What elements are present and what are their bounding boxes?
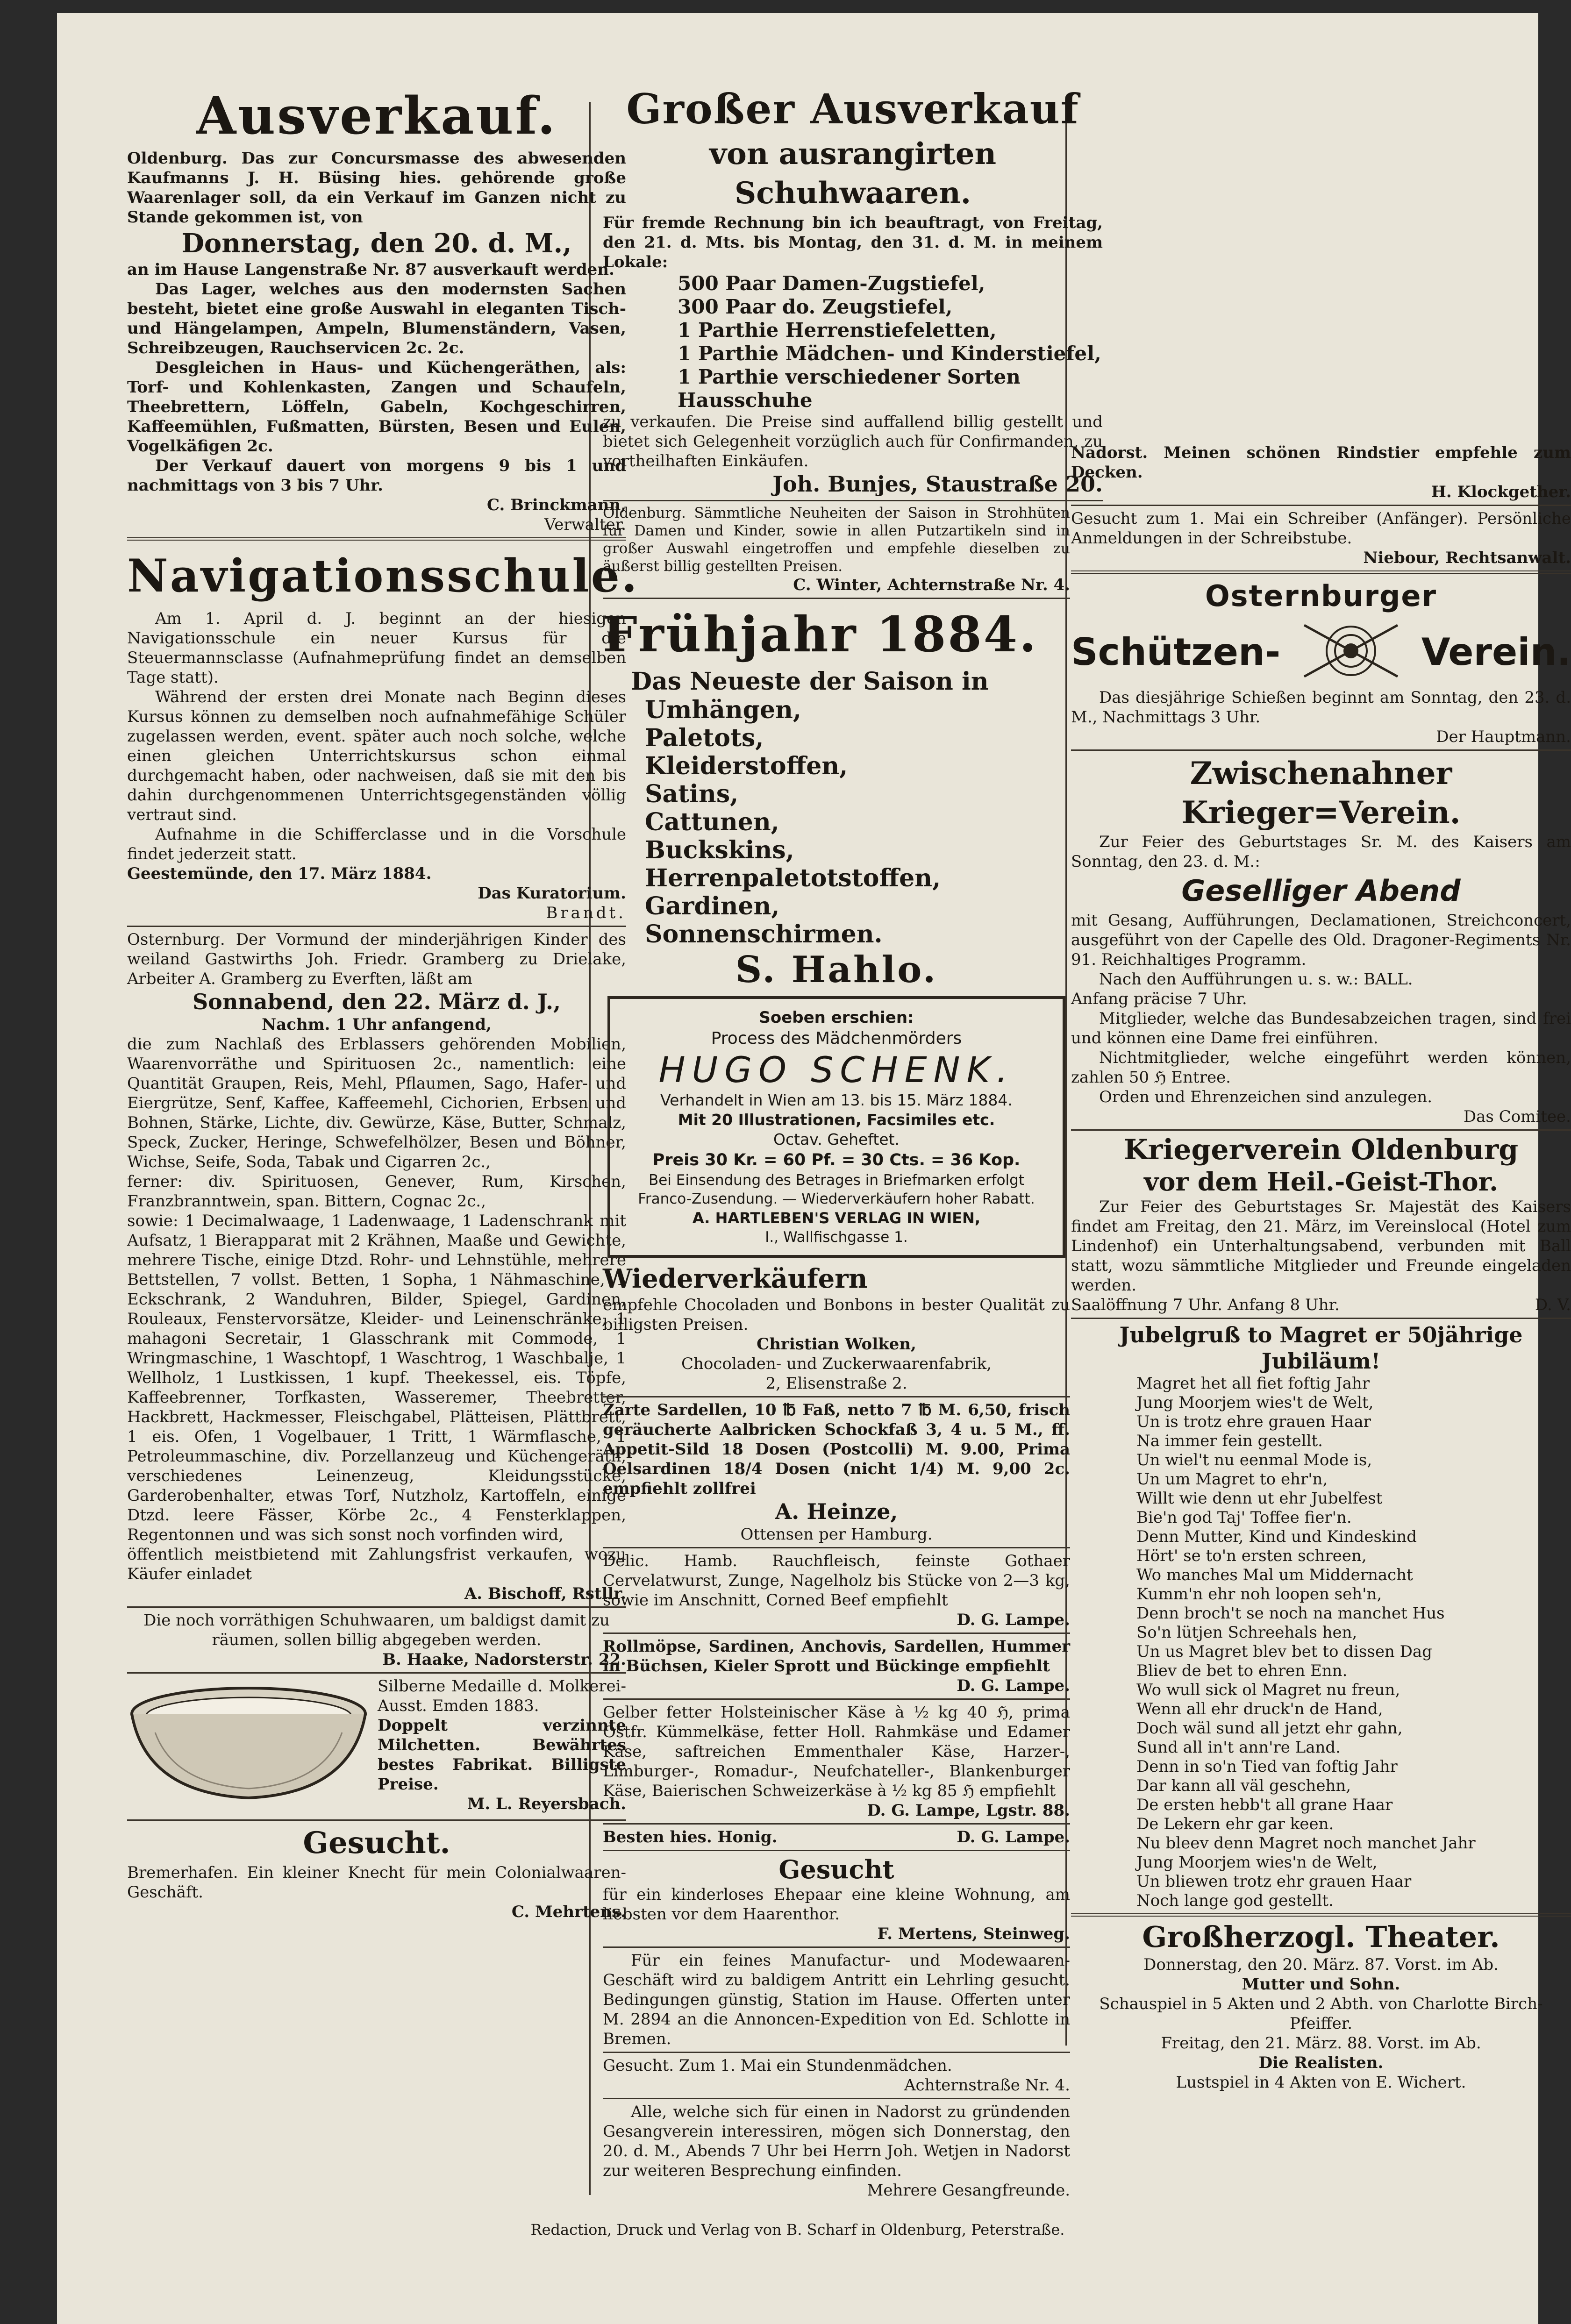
ad-schuetzenverein	[1071, 577, 1571, 747]
ad-text: Doppelt verzinnte Milchetten. Bewährtes bestes Fabrikat. Billigste Preise.	[378, 1716, 626, 1794]
ad-signature: M. L. Reyersbach.	[467, 1795, 626, 1813]
ad-subtitle: vor dem Heil.-Geist-Thor.	[1144, 1167, 1498, 1197]
ad-text: Mitglieder, welche das Bundesabzeichen tragen, sind frei und können eine Dame frei einführen.	[1071, 1009, 1571, 1048]
ad-winter	[603, 504, 1070, 595]
list-item: Buckskins,	[645, 836, 794, 864]
poem-line: Un is trotz ehre grauen Haar	[1136, 1412, 1371, 1431]
ad-signature: D. G. Lampe, Lgstr. 88.	[867, 1801, 1070, 1820]
ad-text: Process des Mädchenmörders	[711, 1029, 962, 1048]
ad-signature: Joh. Bunjes, Staustraße 20.	[772, 471, 1103, 497]
list-item: Paletots,	[645, 724, 764, 752]
ad-signature: F. Mertens, Steinweg.	[877, 1925, 1070, 1943]
column-left	[127, 83, 639, 1922]
poem-line: Jung Moorjem wies'n de Welt,	[1136, 1853, 1378, 1872]
ad-text: Osternburg. Der Vormund der minderjährigen Kinder des weiland Gastwirths Joh. Friedr. Gramberg zu Drielake, Arbeiter A. Gramberg zu Everften, läßt am	[127, 930, 626, 988]
poem-line: Un us Magret blev bet to dissen Dag	[1136, 1642, 1432, 1661]
ad-text: Am 1. April d. J. beginnt an der hiesigen Navigationsschule ein neuer Kursus für die Steuermannsclasse (Aufnahmeprüfung findet an demselben Tage statt).	[127, 609, 626, 687]
ad-signature-line: 2, Elisenstraße 2.	[765, 1374, 907, 1393]
ad-text: Gesucht zum 1. Mai ein Schreiber (Anfänger). Persönliche Anmeldungen in der Schreibstube.	[1071, 509, 1571, 548]
ad-text: Gelber fetter Holsteinischer Käse à ½ kg 40 ℌ, prima Ostfr. Kümmelkäse, fetter Holl. Rahmkäse und Edamer Käse, saftreichen Emmenthaler Käse, Harzer-, Limburger-, Romadur-, Neufchateller-, Blankenburger Käse, Baierischen Schweizerkäse à ½ kg 85 ℌ empfiehlt	[603, 1703, 1070, 1800]
ad-klockgether	[1071, 443, 1571, 502]
ad-text: Rollmöpse, Sardinen, Anchovis, Sardellen, Hummer in Büchsen, Kieler Sprott und Bückinge empfiehlt	[603, 1637, 1070, 1675]
ad-text: Bei Einsendung des Betrages in Briefmarken erfolgt Franco-Zusendung. — Wiederverkäufern hoher Rabatt.	[638, 1172, 1035, 1207]
ad-text: Soeben erschien:	[759, 1008, 914, 1027]
ad-text: Verhandelt in Wien am 13. bis 15. März 1884.	[660, 1091, 1013, 1109]
ad-lampe-honig	[603, 1827, 1070, 1847]
poem-line: Denn broch't se noch na manchet Hus	[1136, 1604, 1445, 1623]
poem-line: So'n lütjen Schreehals hen,	[1136, 1623, 1357, 1642]
ad-text: Delic. Hamb. Rauchfleisch, feinste Gothaer Cervelatwurst, Zunge, Nagelholz bis Stücke von 2—3 kg, sowie im Anschnitt, Corned Beef empfiehlt	[603, 1552, 1070, 1610]
ad-signature: Achternstraße Nr. 4.	[904, 2076, 1070, 2095]
ad-text: Zarte Sardellen, 10 ℔ Faß, netto 7 ℔ M. 6,50, frisch geräucherte Aalbricken Schockfaß 3, 4 u. 5 M., ff. Appetit-Sild 18 Dosen (Postcolli) M. 9.00, Prima Oelsardinen 18/4 Dosen (nicht 1/4) M. 9,00 2c. empfiehlt zollfrei	[603, 1401, 1070, 1498]
poem-line: Na immer fein gestellt.	[1136, 1432, 1323, 1450]
ad-text: Bremerhafen. Ein kleiner Knecht für mein Colonialwaaren-Geschäft.	[127, 1863, 626, 1902]
ad-signature: A. Heinze,	[775, 1499, 898, 1524]
ad-signature: D. G. Lampe.	[957, 1676, 1070, 1695]
ad-signature-name: Brandt.	[546, 904, 626, 922]
column-right	[1071, 443, 1571, 2092]
ad-text: Octav. Geheftet.	[773, 1130, 900, 1148]
ad-text: an im Hause Langenstraße Nr. 87 ausverkauft werden.	[127, 260, 614, 279]
ad-text: Mit 20 Illustrationen, Facsimiles etc.	[678, 1111, 995, 1129]
list-item: 1 Parthie verschiedener Sorten Hausschuhe	[678, 365, 1021, 412]
ad-signature-line: Chocoladen- und Zuckerwaarenfabrik,	[681, 1354, 992, 1373]
ad-mertens	[603, 1854, 1070, 1944]
ad-signature: Der Hauptmann.	[1436, 727, 1571, 746]
poem-line: Denn in so'n Tied van foftig Jahr	[1136, 1757, 1398, 1776]
ad-text: die zum Nachlaß des Erblassers gehörenden Mobilien, Waarenvorräthe und Spirituosen 2c., namentlich: eine Quantität Graupen, Reis, Mehl, Pflaumen, Sago, Hafer- und Eiergrütze, Senf, Kaffee, Kaffeemehl, Cichorien, Erbsen und Bohnen, Stärke, Lichte, div. Gewürze, Käse, Butter, Schmalz, Speck, Zucker, Heringe, Schwefelhölzer, Besen und Böhner, Wichse, Seife, Soda, Tabak und Cigarren 2c.,	[127, 1035, 626, 1171]
ad-signature: Das Kuratorium.	[478, 884, 626, 903]
ad-signature-line: Ottensen per Hamburg.	[740, 1525, 933, 1544]
poem-line: De ersten hebb't all grane Haar	[1136, 1796, 1393, 1814]
ad-signature: S. Hahlo.	[735, 948, 938, 991]
poem-line: Sund all in't ann're Land.	[1136, 1738, 1341, 1757]
list-item: 1 Parthie Herrenstiefeletten,	[678, 319, 997, 342]
ad-signature: Mehrere Gesangfreunde.	[867, 2181, 1070, 2200]
ad-heinze	[603, 1400, 1070, 1544]
ad-text: Der Verkauf dauert von morgens 9 bis 1 und nachmittags von 3 bis 7 Uhr.	[127, 456, 626, 495]
column-middle	[603, 83, 1103, 2200]
imprint-footer: Redaction, Druck und Verlag von B. Scharf in Oldenburg, Peterstraße.	[530, 2221, 1065, 2238]
ad-text: mit Gesang, Aufführungen, Declamationen, Streichconcert, ausgeführt von der Capelle des Old. Dragoner-Regiments Nr. 91. Reichhaltiges Programm.	[1071, 911, 1571, 969]
ad-text: Donnerstag, den 20. März. 87. Vorst. im Ab.	[1143, 1955, 1499, 1974]
ad-text: Oldenburg. Das zur Concursmasse des abwesenden Kaufmanns J. H. Büsing hies. gehörende große Waarenlager soll, da ein Verkauf im Ganzen nicht zu Stande gekommen ist, von	[127, 149, 626, 227]
ad-haake	[127, 1611, 626, 1669]
ad-signature: C. Mehrtens.	[511, 1903, 626, 1921]
ad-date: Donnerstag, den 20. d. M.,	[181, 228, 572, 259]
ad-title: Kriegerverein Oldenburg	[1123, 1133, 1519, 1166]
ad-text: Das Lager, welches aus den modernsten Sachen besteht, bietet eine große Auswahl in eleganten Tisch- und Hängelampen, Ampeln, Blumenständern, Vasen, Schreibzeugen, Rauchservicen 2c. 2c.	[127, 280, 626, 357]
ad-text: Die noch vorräthigen Schuhwaaren, um baldigst damit zu räumen, sollen billig abgegeben werden.	[143, 1611, 610, 1649]
ad-signature-role: Verwalter.	[544, 515, 626, 534]
newspaper-page	[57, 13, 1571, 2324]
ad-text: Lustspiel in 4 Akten von E. Wichert.	[1176, 2073, 1466, 2092]
ad-text: Oldenburg. Sämmtliche Neuheiten der Saison in Strohhüten für Damen und Kinder, sowie in allen Putzartikeln sind in großer Auswahl eingetroffen und empfehle dieselben zu äußerst billig gestellten Preisen.	[603, 505, 1070, 575]
poem-line: Wo wull sick ol Magret nu freun,	[1136, 1681, 1400, 1699]
list-item: Cattunen,	[645, 808, 779, 836]
ad-lampe-rauchfleisch	[603, 1551, 1070, 1630]
ad-title: Navigationsschule.	[127, 549, 639, 602]
ad-price: Preis 30 Kr. = 60 Pf. = 30 Cts. = 36 Kop.	[652, 1151, 1021, 1169]
ad-title: Großherzogl. Theater.	[1142, 1920, 1500, 1954]
ad-reyersbach	[127, 1676, 626, 1817]
poem-line: Denn Mutter, Kind und Kindeskind	[1136, 1527, 1417, 1546]
target-emblem-icon	[1295, 616, 1407, 688]
ad-lampe-kaese	[603, 1703, 1070, 1820]
ad-text: Zur Feier des Geburtstages Sr. Majestät des Kaisers findet am Freitag, den 21. März, im Vereinslocal (Hotel zum Lindenhof) ein Unterhaltungsabend, verbunden mit Ball statt, wozu sämmtliche Mitglieder und Freunde eingeladen werden.	[1071, 1198, 1571, 1295]
ad-hugo-schenk	[607, 996, 1065, 1258]
ad-gesucht-knecht	[127, 1824, 626, 1922]
ad-navigationsschule	[127, 543, 639, 923]
ad-lampe-fisch	[603, 1637, 1070, 1696]
ad-date: Sonnabend, den 22. März d. J.,	[192, 989, 561, 1014]
ad-lead: Das Neueste der Saison in	[631, 667, 989, 696]
ad-text: für ein kinderloses Ehepaar eine kleine Wohnung, am liebsten vor dem Haarenthor.	[603, 1885, 1070, 1924]
ad-stundenmaedchen	[603, 2056, 1070, 2095]
ad-text: Silberne Medaille d. Molkerei-Ausst. Emden 1883.	[378, 1677, 626, 1715]
ad-text: Alle, welche sich für einen in Nadorst zu gründenden Gesangverein interessiren, mögen sich Donnerstag, den 20. d. M., Abends 7 Uhr bei Herrn Joh. Wetjen in Nadorst zur weiteren Besprechung einfinden.	[603, 2103, 1070, 2180]
ad-signature: C. Brinckmann,	[487, 496, 626, 514]
ad-publisher: A. HARTLEBEN'S VERLAG IN WIEN,	[692, 1209, 981, 1227]
poem-line: Kumm'n ehr noh loopen seh'n,	[1136, 1585, 1382, 1604]
poem-line: Magret het all fiet foftig Jahr	[1136, 1374, 1370, 1393]
ad-title: Wiederverkäufern	[603, 1263, 868, 1294]
ad-text: Nichtmitglieder, welche eingeführt werden können, zahlen 50 ℌ Entree.	[1071, 1048, 1571, 1087]
poem-line: Wenn all ehr druck'n de Hand,	[1136, 1700, 1383, 1718]
ad-title: HUGO SCHENK.	[658, 1049, 1014, 1091]
ad-text: zu verkaufen. Die Preise sind auffallend billig gestellt und bietet sich Gelegenheit vorzüglich auch für Confirmanden, zu vortheilhaften Einkäufen.	[603, 413, 1103, 471]
ad-wolken	[603, 1262, 1070, 1393]
poem-line: Un um Magret to ehr'n,	[1136, 1470, 1328, 1489]
ad-title: Osternburger	[1205, 579, 1437, 613]
ad-signature: Christian Wolken,	[757, 1335, 916, 1354]
ad-jubelgruss	[1071, 1322, 1571, 1911]
ad-text: Während der ersten drei Monate nach Beginn dieses Kursus können zu demselben noch aufnahmefähige Schüler zugelassen werden, event. später auch noch solche, welche einen gleichen Unterrichtskursus schon einmal durchgemacht haben, oder nachweisen, daß sie mit den bis dahin durchgenommenen Unterrichtsgegenständen völlig vertraut sind.	[127, 688, 626, 824]
ad-signature: A. Bischoff, Rstllr.	[464, 1584, 626, 1603]
poem-line: Bie'n god Taj' Toffee fier'n.	[1136, 1508, 1352, 1527]
ad-title: Gesucht.	[303, 1825, 450, 1861]
list-item: Gardinen,	[645, 892, 780, 920]
ad-text: Desgleichen in Haus- und Küchengeräthen, als: Torf- und Kohlenkasten, Zangen und Schaufeln, Theebrettern, Löffeln, Gabeln, Kochgeschirren, Kaffeemühlen, Fußmatten, Bürsten, Besen und Eulen, Vogelkäfigen 2c.	[127, 358, 626, 456]
ad-text: Nadorst. Meinen schönen Rindstier empfehle zum Decken.	[1071, 443, 1571, 482]
ad-signature: D. V.	[1535, 1296, 1571, 1314]
ad-schuhwaaren	[603, 83, 1103, 497]
ad-text: Orden und Ehrenzeichen sind anzulegen.	[1099, 1088, 1433, 1106]
ad-subtitle: Geselliger Abend	[1181, 874, 1461, 908]
ad-play-title: Die Realisten.	[1258, 2053, 1384, 2072]
ad-text: Freitag, den 21. März. 88. Vorst. im Ab.	[1161, 2034, 1481, 2053]
ad-theater	[1071, 1919, 1571, 2092]
ad-subtitle: von ausrangirten Schuhwaaren.	[709, 136, 997, 211]
list-item: 1 Parthie Mädchen- und Kinderstiefel,	[678, 342, 1101, 365]
list-item: Herrenpaletotstoffen,	[645, 864, 941, 892]
ad-krieger-verein	[1071, 754, 1571, 1126]
poem-line: Un bliewen trotz ehr grauen Haar	[1136, 1872, 1412, 1891]
ad-play-title: Mutter und Sohn.	[1242, 1975, 1400, 1994]
ad-text: Anfang präcise 7 Uhr.	[1071, 990, 1247, 1008]
ad-signature: Niebour, Rechtsanwalt.	[1363, 549, 1571, 567]
milk-pan-illustration	[127, 1676, 370, 1817]
ad-signature: D. G. Lampe.	[957, 1828, 1070, 1846]
ad-schlotte	[603, 1951, 1070, 2049]
ad-osternburg-auction	[127, 930, 626, 1604]
list-item: Umhängen,	[645, 696, 802, 724]
poem-line: Dar kann all väl geschehn,	[1136, 1776, 1351, 1795]
poem-line: De Lekern ehr gar keen.	[1136, 1815, 1334, 1833]
ad-title: Frühjahr 1884.	[603, 606, 1038, 663]
ad-title: Ausverkauf.	[196, 86, 557, 146]
ad-title: Schützen-	[1071, 630, 1281, 674]
ad-text: Für ein feines Manufactur- und Modewaaren-Geschäft wird zu baldigem Antritt ein Lehrling gesucht. Bedingungen günstig, Station im Hause. Offerten unter M. 2894 an die Annoncen-Expedition von Ed. Schlotte in Bremen.	[603, 1951, 1070, 2048]
list-item: Kleiderstoffen,	[645, 752, 848, 780]
ad-text: Schauspiel in 5 Akten und 2 Abth. von Charlotte Birch-Pfeiffer.	[1099, 1995, 1543, 2033]
ad-text: Nach den Aufführungen u. s. w.: BALL.	[1099, 970, 1413, 989]
ad-signature: H. Klockgether.	[1431, 483, 1571, 501]
poem-line: Wo manches Mal um Middernacht	[1136, 1566, 1413, 1584]
poem-line: Willt wie denn ut ehr Jubelfest	[1136, 1489, 1383, 1508]
ad-text: Zur Feier des Geburtstages Sr. M. des Kaisers am Sonntag, den 23. d. M.:	[1071, 833, 1571, 871]
ad-title: Verein.	[1421, 630, 1571, 674]
ad-place-date: Geestemünde, den 17. März 1884.	[127, 864, 432, 883]
poem-line: Jung Moorjem wies't de Welt,	[1136, 1393, 1374, 1412]
ad-title: Jubelgruß to Magret er 50jährige Jubiläum!	[1119, 1322, 1523, 1374]
poem-line: Doch wäl sund all jetzt ehr gahn,	[1136, 1719, 1403, 1738]
ad-text: Für fremde Rechnung bin ich beauftragt, von Freitag, den 21. d. Mts. bis Montag, den 31. d. M. in meinem Lokale:	[603, 214, 1103, 271]
ad-title: Großer Ausverkauf	[626, 85, 1079, 133]
ad-title: Gesucht	[778, 1854, 894, 1884]
ad-text: sowie: 1 Decimalwaage, 1 Ladenwaage, 1 Ladenschrank mit Aufsatz, 1 Bierapparat mit 2 Krähnen, Maaße und Gewichte, mehrere Tische, einige Dtzd. Rohr- und Lehnstühle, mehrere Bettstellen, 7 vollst. Betten, 1 Sopha, 1 Nähmaschine, 1 Eckschrank, 2 Wanduhren, Bilder, Spiegel, Gardinen, Rouleaux, Fenstervorsätze, Kleider- und Leinenschränke, 1 mahagoni Secretair, 1 Glasschrank mit Commode, 1 Wringmaschine, 1 Waschtopf, 1 Waschtrog, 1 Waschbalje, 1 Wellholz, 1 Lustkissen, 1 kupf. Theekessel, eis. Töpfe, Kaffeebrenner, Torfkasten, Wasseremer, Theebretter, Hackbrett, Hackmesser, Fleischgabel, Plätteisen, Plättbrett, 1 eis. Ofen, 1 Vogelbauer, 1 Tritt, 1 Wärmflasche, 1 Petroleummaschine, div. Porzellanzeug und Küchengeräth, verschiedenes Leinenzeug, Kleidungsstücke, Garderobenhalter, etwas Torf, Nutzholz, Kartoffeln, einige Dtzd. leere Fässer, Körbe 2c., 4 Fensterklappen, Regentonnen und was sich sonst noch vorfinden wird,	[127, 1212, 626, 1544]
poem-line: Noch lange god gestellt.	[1136, 1891, 1334, 1910]
ad-text: Besten hies. Honig.	[603, 1828, 778, 1846]
ad-kriegerverein-oldenburg	[1071, 1133, 1571, 1315]
list-item: Satins,	[645, 780, 739, 808]
ad-hahlo	[603, 602, 1070, 991]
ad-signature: B. Haake, Nadorsterstr. 22.	[382, 1650, 626, 1669]
list-item: 300 Paar do. Zeugstiefel,	[678, 295, 953, 318]
list-item: Sonnenschirmen.	[645, 920, 883, 948]
poem-line: Nu bleev denn Magret noch manchet Jahr	[1136, 1834, 1476, 1853]
poem-line: Bliev de bet to ehren Enn.	[1136, 1661, 1348, 1680]
ad-signature: C. Winter, Achternstraße Nr. 4.	[793, 576, 1070, 594]
ad-text: öffentlich meistbietend mit Zahlungsfrist verkaufen, wozu Käufer einladet	[127, 1545, 626, 1583]
ad-address: I., Wallfischgasse 1.	[765, 1229, 908, 1246]
ad-gesangverein	[603, 2102, 1070, 2200]
poem-line: Un wiel't nu eenmal Mode is,	[1136, 1451, 1372, 1469]
ad-signature: Das Comitee.	[1463, 1107, 1571, 1126]
ad-text: Gesucht. Zum 1. Mai ein Stundenmädchen.	[603, 2056, 952, 2075]
ad-text: empfehle Chocoladen und Bonbons in bester Qualität zu billigsten Preisen.	[603, 1296, 1070, 1334]
ad-text: ferner: div. Spirituosen, Genever, Rum, Kirschen, Franzbranntwein, span. Bittern, Cognac 2c.,	[127, 1172, 626, 1211]
list-item: 500 Paar Damen-Zugstiefel,	[678, 272, 985, 295]
poem-line: Hört' se to'n ersten schreen,	[1136, 1547, 1367, 1565]
ad-niebour	[1071, 509, 1571, 568]
ad-text: Aufnahme in die Schifferclasse und in die Vorschule findet jederzeit statt.	[127, 825, 626, 863]
ad-text: Das diesjährige Schießen beginnt am Sonntag, den 23. d. M., Nachmittags 3 Uhr.	[1071, 688, 1571, 727]
ad-ausverkauf	[127, 83, 626, 535]
ad-signature: D. G. Lampe.	[957, 1611, 1070, 1629]
ad-time: Nachm. 1 Uhr anfangend,	[262, 1015, 492, 1034]
ad-text: Saalöffnung 7 Uhr. Anfang 8 Uhr.	[1071, 1296, 1340, 1314]
ad-title: Zwischenahner Krieger=Verein.	[1181, 755, 1461, 831]
